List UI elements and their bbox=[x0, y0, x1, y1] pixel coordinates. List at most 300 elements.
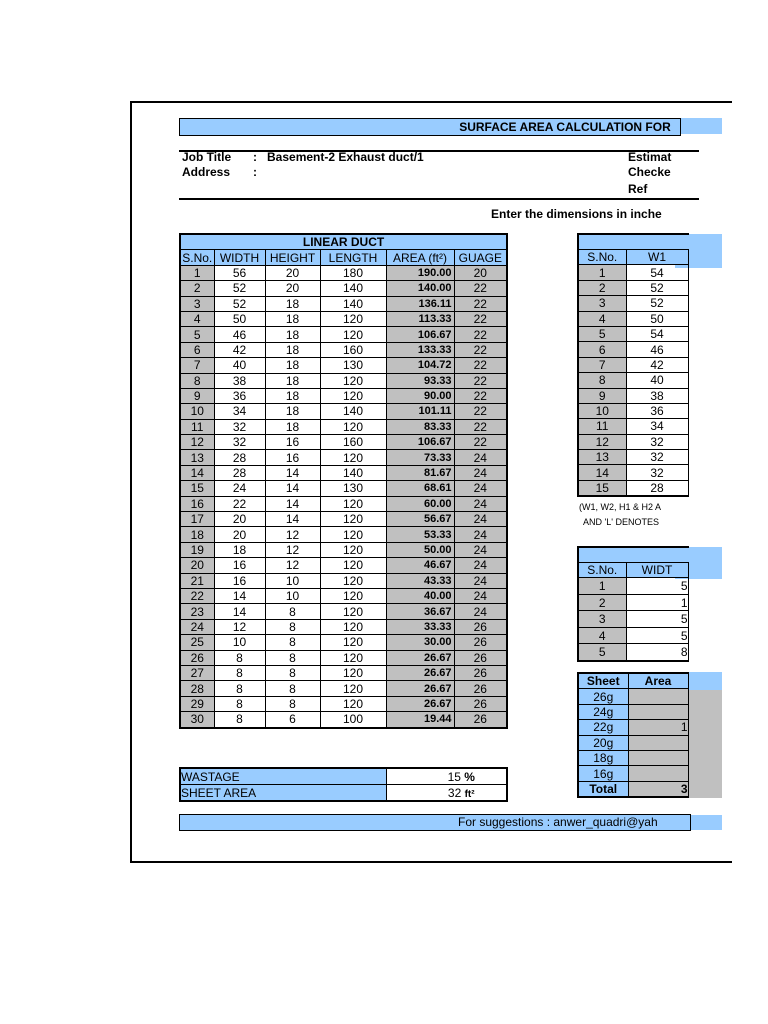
table-cell: 22 bbox=[454, 435, 507, 450]
table-cell[interactable]: 120 bbox=[320, 558, 386, 573]
table-cell[interactable]: 18 bbox=[265, 419, 320, 434]
table-cell: 23 bbox=[180, 604, 214, 619]
table-cell[interactable]: 14 bbox=[214, 588, 265, 603]
table-row bbox=[578, 720, 688, 735]
table-cell[interactable]: 120 bbox=[320, 696, 386, 711]
linear-duct-heading: LINEAR DUCT bbox=[180, 234, 507, 250]
table-cell: 12 bbox=[180, 435, 214, 450]
column-header: S.No. bbox=[180, 250, 214, 265]
table-cell[interactable]: 20 bbox=[265, 281, 320, 296]
table-cell[interactable]: 36 bbox=[626, 403, 688, 418]
table-cell: 22 bbox=[454, 296, 507, 311]
area-cell: 40.00 bbox=[386, 588, 454, 603]
table-cell[interactable]: 52 bbox=[626, 280, 688, 295]
table-cell[interactable]: 12 bbox=[265, 527, 320, 542]
area-cell: 68.61 bbox=[386, 481, 454, 496]
table-cell[interactable]: 8 bbox=[626, 644, 688, 661]
area-cell: 30.00 bbox=[386, 635, 454, 650]
table-cell[interactable]: 18 bbox=[265, 342, 320, 357]
area-cell: 136.11 bbox=[386, 296, 454, 311]
table-cell[interactable]: 16 bbox=[214, 558, 265, 573]
table-cell[interactable]: 130 bbox=[320, 358, 386, 373]
table-cell: 22 bbox=[454, 419, 507, 434]
table-cell[interactable]: 120 bbox=[320, 527, 386, 542]
table-cell: 24 bbox=[454, 542, 507, 557]
table-cell[interactable]: 140 bbox=[320, 281, 386, 296]
table-cell[interactable]: 34 bbox=[214, 404, 265, 419]
table-cell[interactable]: 18 bbox=[265, 373, 320, 388]
column-header: W1 bbox=[626, 250, 688, 265]
table-cell[interactable]: 20 bbox=[214, 527, 265, 542]
job-title-colon: : bbox=[253, 150, 257, 164]
column-header: LENGTH bbox=[320, 250, 386, 265]
table-cell: 10 bbox=[578, 403, 626, 418]
table-cell[interactable]: 38 bbox=[626, 388, 688, 403]
table-cell: 9 bbox=[578, 388, 626, 403]
table-cell: 22 bbox=[454, 358, 507, 373]
table-cell: 22 bbox=[454, 388, 507, 403]
table-cell[interactable]: 8 bbox=[265, 619, 320, 634]
table-cell: 30 bbox=[180, 712, 214, 728]
table-cell[interactable]: 42 bbox=[214, 342, 265, 357]
table-cell: 20 bbox=[180, 558, 214, 573]
table-cell[interactable]: 18 bbox=[265, 296, 320, 311]
table-row bbox=[180, 650, 507, 665]
table-row bbox=[578, 594, 688, 611]
table-row bbox=[578, 465, 688, 480]
table-cell[interactable]: 120 bbox=[320, 327, 386, 342]
table-cell: 3 bbox=[180, 296, 214, 311]
table-cell[interactable]: 32 bbox=[626, 465, 688, 480]
table-cell[interactable]: 120 bbox=[320, 573, 386, 588]
table-row bbox=[180, 342, 507, 357]
table-row bbox=[578, 357, 688, 372]
table-cell[interactable]: 120 bbox=[320, 388, 386, 403]
table-cell: 24 bbox=[454, 450, 507, 465]
area-cell: 93.33 bbox=[386, 373, 454, 388]
table-cell: 13 bbox=[180, 450, 214, 465]
table-cell: 26 bbox=[454, 635, 507, 650]
table-cell: 21 bbox=[180, 573, 214, 588]
table-cell[interactable]: 12 bbox=[265, 542, 320, 557]
table-cell[interactable]: 12 bbox=[214, 619, 265, 634]
area-cell: 113.33 bbox=[386, 311, 454, 326]
table-cell: 5 bbox=[578, 644, 626, 661]
table-cell: 24g bbox=[578, 704, 628, 719]
column-header: S.No. bbox=[578, 563, 626, 578]
table-cell[interactable]: 14 bbox=[265, 465, 320, 480]
table-cell[interactable]: 140 bbox=[320, 465, 386, 480]
table-cell[interactable]: 8 bbox=[265, 665, 320, 680]
table-cell: 14 bbox=[578, 465, 626, 480]
table-cell[interactable]: 14 bbox=[265, 496, 320, 511]
column-header: WIDTH bbox=[214, 250, 265, 265]
table-row bbox=[180, 327, 507, 342]
table-cell: 5 bbox=[578, 326, 626, 341]
table-cell[interactable]: 28 bbox=[626, 480, 688, 496]
table-cell[interactable]: 16 bbox=[265, 435, 320, 450]
table-cell: 24 bbox=[454, 573, 507, 588]
table-cell[interactable]: 140 bbox=[320, 296, 386, 311]
table-row bbox=[578, 311, 688, 326]
table-cell[interactable]: 36 bbox=[214, 388, 265, 403]
table-cell[interactable]: 18 bbox=[265, 388, 320, 403]
table-cell[interactable]: 14 bbox=[265, 481, 320, 496]
table-cell: 24 bbox=[454, 512, 507, 527]
table-cell[interactable]: 14 bbox=[265, 512, 320, 527]
table-cell: 26 bbox=[454, 696, 507, 711]
table-cell[interactable]: 46 bbox=[214, 327, 265, 342]
table-row bbox=[180, 696, 507, 711]
table-row bbox=[180, 311, 507, 326]
estimate-label: Estimat bbox=[628, 150, 672, 164]
table-cell[interactable]: 5 bbox=[626, 611, 688, 628]
area-cell: 26.67 bbox=[386, 681, 454, 696]
column-header: GUAGE bbox=[454, 250, 507, 265]
table-cell[interactable]: 120 bbox=[320, 619, 386, 634]
area-cell: 140.00 bbox=[386, 281, 454, 296]
table-cell[interactable]: 180 bbox=[320, 265, 386, 280]
table-row bbox=[578, 434, 688, 449]
table-row bbox=[180, 588, 507, 603]
job-title-label: Job Title bbox=[182, 150, 232, 164]
area-cell: 50.00 bbox=[386, 542, 454, 557]
table-cell: 18 bbox=[180, 527, 214, 542]
table-cell: 3 bbox=[578, 296, 626, 311]
area-cell: 46.67 bbox=[386, 558, 454, 573]
table-cell[interactable]: 16 bbox=[265, 450, 320, 465]
table-cell: 26 bbox=[454, 665, 507, 680]
area-cell: 19.44 bbox=[386, 712, 454, 728]
table-row bbox=[180, 450, 507, 465]
table-cell[interactable]: 46 bbox=[626, 342, 688, 357]
table-row bbox=[578, 326, 688, 341]
instruction-text: Enter the dimensions in inche bbox=[491, 207, 662, 221]
wastage-cell[interactable]: 15 % bbox=[386, 768, 507, 785]
table-cell[interactable]: 52 bbox=[626, 296, 688, 311]
table-row bbox=[180, 496, 507, 511]
linear-duct-table bbox=[179, 233, 508, 729]
table-cell[interactable]: 52 bbox=[214, 281, 265, 296]
table-cell: 17 bbox=[180, 512, 214, 527]
table-cell[interactable]: 120 bbox=[320, 450, 386, 465]
table-cell[interactable]: 8 bbox=[214, 712, 265, 728]
area-cell: 106.67 bbox=[386, 327, 454, 342]
column-header: AREA (ft²) bbox=[386, 250, 454, 265]
table-row bbox=[578, 611, 688, 628]
table-cell: 24 bbox=[454, 588, 507, 603]
table-cell[interactable]: 5 bbox=[626, 627, 688, 644]
wastage-unit: % bbox=[464, 769, 475, 784]
table-cell[interactable]: 28 bbox=[214, 465, 265, 480]
address-colon: : bbox=[253, 165, 257, 179]
right-note-1: (W1, W2, H1 & H2 A bbox=[579, 502, 662, 512]
table-cell: 22 bbox=[454, 373, 507, 388]
area-cell: 26.67 bbox=[386, 665, 454, 680]
table-cell[interactable]: 12 bbox=[265, 558, 320, 573]
column-header: WIDT bbox=[626, 563, 688, 578]
table-cell: 26 bbox=[454, 619, 507, 634]
table-cell[interactable]: 14 bbox=[214, 604, 265, 619]
table-cell[interactable]: 18 bbox=[265, 358, 320, 373]
table-cell: 18g bbox=[578, 750, 628, 765]
table-cell[interactable]: 120 bbox=[320, 665, 386, 680]
table-cell[interactable]: 10 bbox=[214, 635, 265, 650]
table-cell[interactable]: 120 bbox=[320, 373, 386, 388]
table-cell: 11 bbox=[180, 419, 214, 434]
total-label: Total bbox=[578, 781, 628, 797]
table-row bbox=[180, 665, 507, 680]
table-cell[interactable]: 20 bbox=[214, 512, 265, 527]
table-cell: 29 bbox=[180, 696, 214, 711]
table-cell: 6 bbox=[180, 342, 214, 357]
table-cell[interactable]: 20 bbox=[265, 265, 320, 280]
table-cell[interactable]: 120 bbox=[320, 419, 386, 434]
right-note-2: AND 'L' DENOTES bbox=[583, 517, 659, 527]
table-cell[interactable]: 32 bbox=[626, 450, 688, 465]
title-bar-overflow bbox=[675, 118, 722, 134]
area-cell: 53.33 bbox=[386, 527, 454, 542]
sheet-area-unit: ft² bbox=[464, 788, 475, 800]
right-table2 bbox=[577, 562, 689, 662]
table-cell: 14 bbox=[180, 465, 214, 480]
area-cell: 26.67 bbox=[386, 650, 454, 665]
table-cell: 8 bbox=[578, 373, 626, 388]
table-cell: 24 bbox=[454, 496, 507, 511]
table-cell[interactable]: 8 bbox=[265, 604, 320, 619]
table-cell: 16g bbox=[578, 766, 628, 781]
table-row bbox=[180, 358, 507, 373]
table-cell[interactable]: 16 bbox=[214, 573, 265, 588]
area-cell: 26.67 bbox=[386, 696, 454, 711]
table-row bbox=[578, 689, 688, 704]
table-row bbox=[578, 296, 688, 311]
table-row bbox=[180, 573, 507, 588]
table-cell[interactable]: 130 bbox=[320, 481, 386, 496]
table-cell[interactable]: 18 bbox=[214, 542, 265, 557]
table-cell[interactable]: 18 bbox=[265, 404, 320, 419]
table-cell: 11 bbox=[578, 419, 626, 434]
table-cell[interactable]: 40 bbox=[214, 358, 265, 373]
table-cell bbox=[628, 689, 688, 704]
table-cell[interactable]: 40 bbox=[626, 373, 688, 388]
column-header: Area bbox=[628, 673, 688, 689]
page-title: SURFACE AREA CALCULATION FOR bbox=[179, 118, 681, 136]
table-cell[interactable]: 120 bbox=[320, 604, 386, 619]
area-cell: 90.00 bbox=[386, 388, 454, 403]
table-cell: 27 bbox=[180, 665, 214, 680]
table-cell: 15 bbox=[180, 481, 214, 496]
table-row bbox=[578, 750, 688, 765]
table-row bbox=[180, 619, 507, 634]
table-row bbox=[180, 435, 507, 450]
table-cell[interactable]: 34 bbox=[626, 419, 688, 434]
column-header: S.No. bbox=[578, 250, 626, 265]
area-cell: 36.67 bbox=[386, 604, 454, 619]
table-cell[interactable]: 32 bbox=[214, 419, 265, 434]
table-cell: 1 bbox=[628, 720, 688, 735]
table-cell: 15 bbox=[578, 480, 626, 496]
table-cell: 24 bbox=[454, 481, 507, 496]
table-cell[interactable]: 18 bbox=[265, 311, 320, 326]
table-row bbox=[180, 265, 507, 280]
table-row bbox=[180, 296, 507, 311]
table-cell: 16 bbox=[180, 496, 214, 511]
table-cell: 22g bbox=[578, 720, 628, 735]
table-cell: 22 bbox=[454, 404, 507, 419]
table-cell[interactable]: 120 bbox=[320, 496, 386, 511]
table-cell: 24 bbox=[454, 604, 507, 619]
divider-top bbox=[179, 150, 699, 152]
area-cell: 133.33 bbox=[386, 342, 454, 357]
table-cell: 10 bbox=[180, 404, 214, 419]
table-cell: 22 bbox=[454, 281, 507, 296]
area-cell: 190.00 bbox=[386, 265, 454, 280]
table-cell: 9 bbox=[180, 388, 214, 403]
table-cell[interactable]: 8 bbox=[214, 665, 265, 680]
footer-text[interactable]: For suggestions : anwer_quadri@yah bbox=[458, 815, 658, 829]
area-cell: 83.33 bbox=[386, 419, 454, 434]
table-cell[interactable]: 54 bbox=[626, 265, 688, 280]
area-cell: 33.33 bbox=[386, 619, 454, 634]
table-cell[interactable]: 120 bbox=[320, 512, 386, 527]
job-title-value[interactable]: Basement-2 Exhaust duct/1 bbox=[267, 150, 424, 164]
ref-label: Ref bbox=[628, 182, 648, 196]
table-row bbox=[180, 681, 507, 696]
table-cell bbox=[628, 766, 688, 781]
table-cell[interactable]: 50 bbox=[626, 311, 688, 326]
table-cell[interactable]: 8 bbox=[265, 650, 320, 665]
table-row bbox=[578, 280, 688, 295]
table-cell[interactable]: 22 bbox=[214, 496, 265, 511]
table-row bbox=[180, 512, 507, 527]
table-cell: 2 bbox=[578, 594, 626, 611]
table-cell[interactable]: 8 bbox=[265, 635, 320, 650]
table-cell bbox=[628, 735, 688, 750]
table-cell[interactable]: 5 bbox=[626, 578, 688, 595]
table-cell[interactable]: 10 bbox=[265, 588, 320, 603]
table-cell[interactable]: 140 bbox=[320, 404, 386, 419]
table-cell[interactable]: 120 bbox=[320, 681, 386, 696]
table-cell[interactable]: 50 bbox=[214, 311, 265, 326]
table-cell[interactable]: 120 bbox=[320, 650, 386, 665]
checked-label: Checke bbox=[628, 165, 671, 179]
table-cell: 6 bbox=[578, 342, 626, 357]
table-cell: 24 bbox=[454, 527, 507, 542]
table-row bbox=[578, 450, 688, 465]
table-row bbox=[180, 281, 507, 296]
table-cell[interactable]: 160 bbox=[320, 435, 386, 450]
table-cell: 4 bbox=[578, 311, 626, 326]
table-cell bbox=[628, 704, 688, 719]
table-cell: 4 bbox=[578, 627, 626, 644]
table-cell: 24 bbox=[454, 465, 507, 480]
table-row bbox=[180, 465, 507, 480]
table-cell[interactable]: 160 bbox=[320, 342, 386, 357]
table-cell[interactable]: 6 bbox=[265, 712, 320, 728]
area-cell: 56.67 bbox=[386, 512, 454, 527]
column-header: Sheet bbox=[578, 673, 628, 689]
table-cell[interactable]: 10 bbox=[265, 573, 320, 588]
table-cell: 12 bbox=[578, 434, 626, 449]
table-row bbox=[180, 419, 507, 434]
total-value: 3 bbox=[628, 781, 688, 797]
total-row bbox=[578, 781, 688, 797]
right-table1 bbox=[577, 249, 689, 497]
area-cell: 106.67 bbox=[386, 435, 454, 450]
table-cell: 26 bbox=[454, 712, 507, 728]
table-cell: 2 bbox=[578, 280, 626, 295]
table-cell[interactable]: 120 bbox=[320, 311, 386, 326]
table-cell: 20g bbox=[578, 735, 628, 750]
table-cell: 22 bbox=[180, 588, 214, 603]
table-row bbox=[578, 480, 688, 496]
area-cell: 60.00 bbox=[386, 496, 454, 511]
table-cell: 24 bbox=[454, 558, 507, 573]
table-row bbox=[180, 404, 507, 419]
table-cell[interactable]: 32 bbox=[626, 434, 688, 449]
table-cell[interactable]: 18 bbox=[265, 327, 320, 342]
table-cell[interactable]: 28 bbox=[214, 450, 265, 465]
table-row bbox=[180, 481, 507, 496]
area-cell: 101.11 bbox=[386, 404, 454, 419]
table-cell: 28 bbox=[180, 681, 214, 696]
table-row bbox=[180, 712, 507, 728]
table-cell[interactable]: 120 bbox=[320, 588, 386, 603]
table-cell: 22 bbox=[454, 342, 507, 357]
sheet-area-cell[interactable]: 32 ft² bbox=[386, 785, 507, 802]
table-cell: 22 bbox=[454, 327, 507, 342]
table-row bbox=[180, 527, 507, 542]
table-cell: 19 bbox=[180, 542, 214, 557]
table-cell[interactable]: 8 bbox=[265, 696, 320, 711]
table-cell[interactable]: 8 bbox=[265, 681, 320, 696]
table-cell[interactable]: 8 bbox=[214, 696, 265, 711]
table-cell[interactable]: 120 bbox=[320, 542, 386, 557]
area-cell: 43.33 bbox=[386, 573, 454, 588]
table-cell[interactable]: 32 bbox=[214, 435, 265, 450]
table-row bbox=[578, 342, 688, 357]
table-row bbox=[578, 627, 688, 644]
table-cell[interactable]: 120 bbox=[320, 635, 386, 650]
table-row bbox=[578, 388, 688, 403]
divider-bottom bbox=[179, 198, 699, 200]
table-cell[interactable]: 1 bbox=[626, 594, 688, 611]
table-cell[interactable]: 54 bbox=[626, 326, 688, 341]
table-cell[interactable]: 8 bbox=[214, 650, 265, 665]
table-cell[interactable]: 42 bbox=[626, 357, 688, 372]
table-row bbox=[578, 403, 688, 418]
table-cell[interactable]: 38 bbox=[214, 373, 265, 388]
table-cell: 26 bbox=[454, 681, 507, 696]
table-cell: 26 bbox=[180, 650, 214, 665]
wastage-table bbox=[179, 767, 508, 802]
area-cell: 81.67 bbox=[386, 465, 454, 480]
table-cell: 5 bbox=[180, 327, 214, 342]
table-row bbox=[180, 635, 507, 650]
table-cell: 3 bbox=[578, 611, 626, 628]
table-row bbox=[180, 558, 507, 573]
table-cell[interactable]: 8 bbox=[214, 681, 265, 696]
address-label: Address bbox=[182, 165, 231, 179]
table-cell: 26 bbox=[454, 650, 507, 665]
table-row bbox=[578, 735, 688, 750]
table-cell[interactable]: 100 bbox=[320, 712, 386, 728]
table-cell[interactable]: 24 bbox=[214, 481, 265, 496]
table-row bbox=[578, 265, 688, 280]
table-cell[interactable]: 52 bbox=[214, 296, 265, 311]
table-cell[interactable]: 56 bbox=[214, 265, 265, 280]
